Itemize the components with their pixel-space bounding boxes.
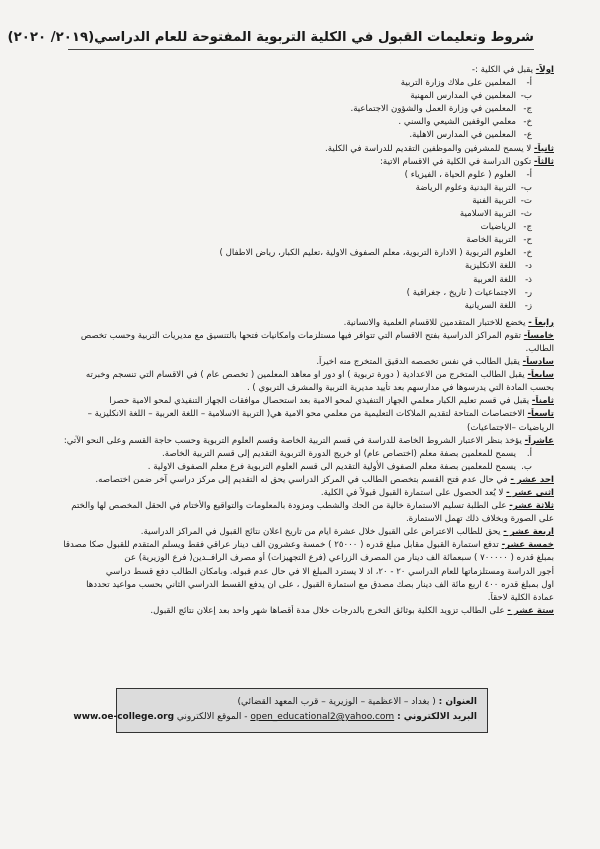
item-text: المعلمين على ملاك وزارة التربية <box>400 78 516 89</box>
item-text: المعلمين في وزارة العمل والشؤون الاجتماعية. <box>350 104 516 115</box>
section-heading: سادساً- <box>522 357 554 368</box>
section-text: يخضع للاختبار المتقدمين للاقسام العلمية والانسانية. <box>343 317 526 328</box>
section-heading: اولاً- <box>535 65 554 75</box>
item-text: المعلمين في المدارس المهنية <box>410 91 516 102</box>
section-fourth <box>48 317 554 330</box>
list-item <box>48 448 554 461</box>
list-item <box>48 169 554 182</box>
item-text: اللغة العربية <box>473 274 516 285</box>
section-heading: ثامناً- <box>531 396 554 407</box>
item-text: الرياضيات <box>480 222 516 233</box>
list-item <box>48 247 554 260</box>
section-heading: ثانياً- <box>534 143 554 154</box>
item-mark: ع- <box>523 130 532 141</box>
section-text: يقبل في قسم تعليم الكبار معلمي الجهاز التنفيذي لمحو الامية بعد استحصال موافقات الجهاز التنفيذي لمحو الامية حصرا <box>109 396 530 407</box>
section-tenth <box>48 435 554 448</box>
section-first <box>48 64 554 77</box>
list-item <box>48 300 554 313</box>
list-item <box>48 195 554 208</box>
item-mark: ح- <box>523 235 532 246</box>
section-text: يقبل في الكلية :- <box>471 65 533 75</box>
section-text: تقوم المراكز الدراسية بفتح الاقسام التي تتوافر فيها مستلزمات وامكانيات فتحها بالتنسيق مع مديريات التربية وحسب تخصص <box>80 330 521 341</box>
section-heading: احد عشر - <box>510 474 554 485</box>
item-text: التربية البدنية وعلوم الرياضة <box>415 182 516 193</box>
section-heading: ثلاثة عشر- <box>509 501 554 512</box>
item-mark: ت- <box>520 195 532 206</box>
item-mark: ج- <box>523 222 532 233</box>
list-item <box>48 116 554 129</box>
item-text: المعلمين في المدارس الاهلية. <box>409 130 516 141</box>
item-mark: خ- <box>523 117 532 128</box>
item-mark: ث- <box>520 209 532 220</box>
section-text: يحق للطالب الاعتراض على القبول خلال عشرة ايام من تاريخ اعلان نتائج القبول في المراكز الدراسية. <box>140 527 501 538</box>
section-text: في حال عدم فتح القسم بتخصص الطالب في المركز الدراسي يحق له التقديم إلى مركز دراسي آخر ضمن اختصاصه. <box>95 474 508 485</box>
item-mark: أ. <box>526 448 532 459</box>
website-label: - الموقع الالكتروني <box>176 712 248 722</box>
section-heading: رابعاً - <box>528 317 554 328</box>
section-seventh-cont: بحسب المادة التي يدرسوها في مدارسهم بعد تأييد مديرية التربية والمشرف التربوي ) . <box>246 383 554 394</box>
document-body <box>48 64 554 618</box>
section-fifteenth-cont: عمادة الكلية لاحقاً. <box>487 592 554 603</box>
section-fifth-cont: الطالب. <box>525 343 554 354</box>
item-text: يسمح للمعلمين بصفة معلم الصفوف الأولية التقديم الى قسم العلوم التربوية فرع معلم الصفوف الاولية . <box>147 461 516 472</box>
item-text: التربية الخاصة <box>466 235 516 246</box>
contact-row <box>73 710 477 725</box>
website-link[interactable]: www.oe-college.org <box>73 712 175 722</box>
item-mark: ب. <box>521 461 532 472</box>
item-mark: ج- <box>523 104 532 115</box>
item-mark: ب- <box>520 91 532 102</box>
list-item <box>48 77 554 90</box>
item-text: معلمي الوقفين الشيعي والسني . <box>398 117 516 128</box>
section-heading: خامساً- <box>523 330 554 341</box>
item-mark: ز- <box>524 300 532 311</box>
section-sixth <box>48 356 554 369</box>
section-fifteenth-cont: اول بمبلغ قدره ٤٠٠ اربع مائة الف دينار بصك مصدق مع استمارة القبول ، على ان يدفع القسط الدراسي الثاني بحسب مواعيد تحددها <box>86 579 554 590</box>
section-ninth-cont: الرياضيات –الاجتماعيات) <box>467 422 554 433</box>
section-text: يقبل الطالب في نفس تخصصه الدقيق المتخرج منه اخيراً. <box>316 357 520 368</box>
item-text: العلوم التربوية ( الادارة التربوية، معلم الصفوف الاولية ،تعليم الكبار، رياض الاطفال ) <box>219 248 516 259</box>
section-third <box>48 156 554 169</box>
item-text: اللغة الانكليزية <box>465 261 516 272</box>
section-text: تدفع استمارة القبول مقابل مبلغ قدره ( ٢٥٠٠٠ ) خمسة وعشرون الف دينار عراقي فقط ويسلم المتقدم للقبول صكا مصدقا <box>63 540 499 551</box>
section-heading: تاسعاً- <box>527 409 554 420</box>
list-item <box>48 260 554 273</box>
item-mark: أ- <box>526 169 532 180</box>
list-item <box>48 129 554 142</box>
item-mark: أ- <box>526 78 532 89</box>
address-text: ( بغداد – الاعظمية – الوزيرية – قرب المعهد القضائي) <box>237 697 436 707</box>
item-text: اللغة السريانية <box>464 300 516 311</box>
list-item <box>48 208 554 221</box>
section-fifteenth <box>48 539 554 552</box>
item-mark: خ- <box>523 248 532 259</box>
section-text: على الطلبة تسليم الاستمارة خالية من الحك والشطب ومزودة بالمعلومات والتواقيع والأختام في الحقل المخصص لها والختم <box>71 501 507 512</box>
section-eighth <box>48 395 554 408</box>
email-label: البريد الالكتروني : <box>397 712 477 722</box>
section-heading: عاشراً- <box>524 435 554 446</box>
item-text: الاجتماعيات ( تاريخ ، جغرافية ) <box>406 287 516 298</box>
item-text: التربية الفنية <box>472 195 516 206</box>
section-heading: سابعاً- <box>527 370 554 381</box>
item-mark: ر- <box>524 287 532 298</box>
list-item <box>48 221 554 234</box>
item-text: العلوم ( علوم الحياة ، الفيزياء ) <box>404 169 516 180</box>
item-text: يسمح للمعلمين بصفة معلم (اختصاص عام) او خريج الدورة التربوية التقديم إلى قسم التربية الخاصة. <box>162 448 516 459</box>
section-text: يقبل الطالب المتخرج من الاعدادية ( دورة تربوية ) او دور او معاهد المعلمين ( تخصص عام ) في الاقسام التي تنسجم وخبرته <box>85 370 525 381</box>
section-heading: اثنى عشر - <box>506 488 554 498</box>
section-text: تكون الدراسة في الكلية في الاقسام الاتية: <box>380 156 532 167</box>
contact-footer <box>73 688 488 733</box>
list-item <box>48 182 554 195</box>
section-text: لا يُعد الحصول على استمارة القبول قبولاً في الكلية. <box>320 488 504 498</box>
section-heading: اربعة عشر - <box>503 527 554 538</box>
section-text: لا يسمح للمشرفين والموظفين التقديم للدراسة في الكلية. <box>325 143 532 154</box>
section-fourteenth <box>48 526 554 539</box>
list-item <box>48 90 554 103</box>
section-second <box>48 143 554 156</box>
item-mark: ذ- <box>525 274 532 285</box>
section-ninth <box>48 408 554 421</box>
list-item <box>48 287 554 300</box>
section-heading: خمسة عشر- <box>501 540 554 551</box>
section-thirteenth-cont: على الصورة وبخلاف ذلك تهمل الاستمارة. <box>405 514 554 525</box>
section-fifteenth-cont: بمبلغ قدره ( ٧٠٠٠٠٠ ) سبعمائة الف دينار من المصرف الزراعي (فرع التجهيزات) أو مصرف الرافــدين( فرع الوزيرية) عن <box>124 553 554 564</box>
section-twelfth <box>48 487 554 500</box>
section-text: الاختصاصات المتاحة لتقديم الملاكات التعليمية من معلمي محو الامية هي( التربية الاسلامية – اللغة العربية – اللغة الانكليزية – <box>87 409 525 420</box>
item-mark: ب- <box>520 182 532 193</box>
document-title: شروط وتعليمات القبول في الكلية التربوية المفتوحة للعام الدراسي(٢٠١٩/ ٢٠٢٠) <box>68 30 534 50</box>
list-item <box>48 234 554 247</box>
email-link[interactable]: open_educational2@yahoo.com <box>250 712 395 722</box>
section-heading: ثالثاً- <box>534 156 554 167</box>
section-thirteenth <box>48 500 554 513</box>
item-text: التربية الاسلامية <box>459 209 516 220</box>
section-fifth <box>48 330 554 343</box>
address-label: العنوان : <box>438 697 477 707</box>
section-seventh <box>48 369 554 382</box>
address-row <box>127 695 477 710</box>
section-text: على الطالب تزويد الكلية بوثائق التخرج بالدرجات خلال مدة أقصاها شهر واحد بعد إعلان نتائج القبول. <box>150 605 505 616</box>
section-text: يؤخذ بنظر الاعتبار الشروط الخاصة للدراسة في قسم التربية الخاصة وقسم العلوم التربوية وحسب حاجة القسم وعلى النحو الآتي: <box>63 435 522 446</box>
section-sixteenth <box>48 605 554 618</box>
section-fifteenth-cont: أجور الدراسة ومستلزماتها للعام الدراسي ٢٠ - ٢٠، اذ لا يسترد المبلغ الا في حال عدم قبوله. وبامكان الطالب دفع قسط دراسي <box>105 566 554 577</box>
item-mark: د- <box>525 261 532 272</box>
section-eleventh <box>48 474 554 487</box>
list-item <box>48 274 554 287</box>
list-item <box>48 461 554 474</box>
list-item <box>48 103 554 116</box>
section-heading: ستة عشر - <box>507 605 554 616</box>
